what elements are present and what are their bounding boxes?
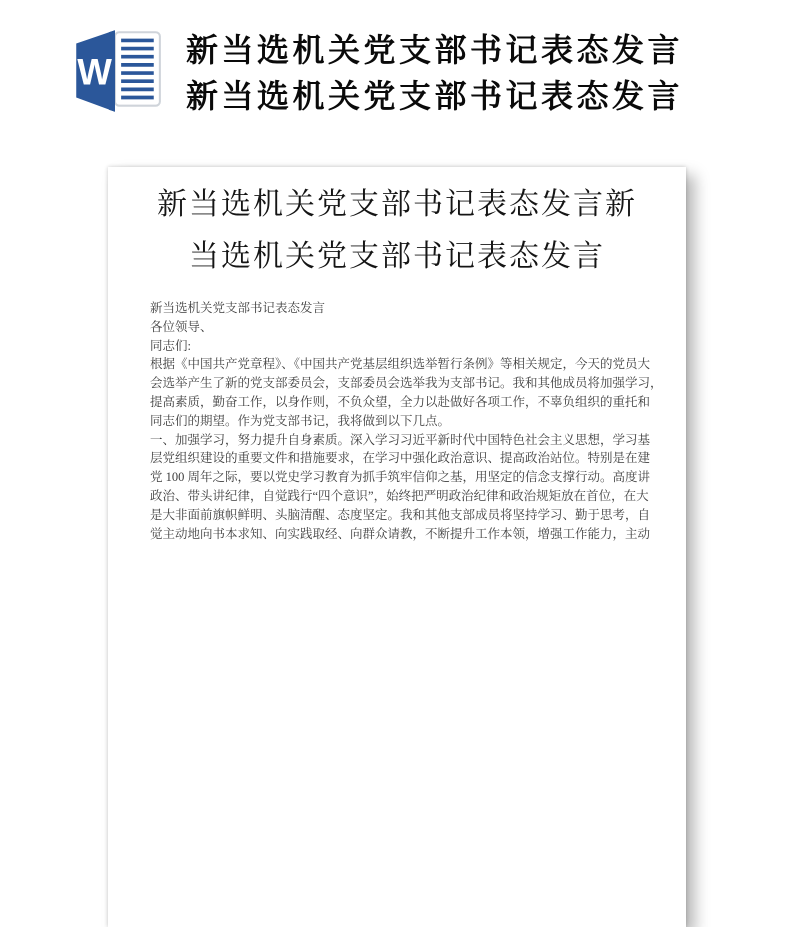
document-body-line: 政治、带头讲纪律，自觉践行“四个意识”，始终把严明政治纪律和政治规矩放在首位，在大 [150,488,649,503]
document-body-line: 同志们: [150,338,191,353]
document-header [0,0,800,130]
word-file-icon [64,29,166,113]
file-title-line-2: 新当选机关党支部书记表态发言 [186,78,684,114]
document-body-line: 层党组织建设的重要文件和措施要求，在学习中强化政治意识、提高政治站位。特别是在建 [150,451,651,466]
document-body-line: 觉主动地向书本求知、向实践取经、向群众请教，不断提升工作本领，增强工作能力，主动 [150,526,651,541]
document-body [150,299,663,543]
file-title [186,27,683,119]
document-preview-page[interactable] [108,167,686,927]
document-body-line: 根据《中国共产党章程》、《中国共产党基层组织选举暂行条例》等相关规定，今天的党员大 [150,357,651,372]
file-title-line-1: 新当选机关党支部书记表态发言 [186,32,684,68]
document-body-line: 会选举产生了新的党支部委员会，支部委员会选举我为支部书记。我和其他成员将加强学习， [150,376,663,391]
document-body-line: 一、加强学习，努力提升自身素质。深入学习习近平新时代中国特色社会主义思想，学习基 [150,432,651,447]
document-body-line: 提高素质，勤奋工作，以身作则，不负众望，全力以赴做好各项工作，不辜负组织的重托和 [150,394,651,409]
document-body-line: 新当选机关党支部书记表态发言 [150,301,326,315]
document-body-line: 同志们的期望。作为党支部书记，我将做到以下几点。 [150,413,451,428]
word-icon-graphic [64,29,166,113]
document-body-line: 各位领导、 [150,319,213,334]
word-icon-letter: W [77,51,112,93]
document-body-line: 是大非面前旗帜鲜明、头脑清醒、态度坚定。我和其他支部成员将坚持学习、勤于思考，自 [150,507,651,522]
document-title-line-2: 当选机关党支部书记表态发言 [189,240,605,273]
document-title-line-1: 新当选机关党支部书记表态发言新 [157,188,637,221]
document-body-line: 党 100 周年之际，要以党史学习教育为抓手筑牢信仰之基，用坚定的信念支撑行动。高度讲 [150,470,651,485]
word-icon-sheet [115,32,160,105]
document-title [108,179,686,283]
